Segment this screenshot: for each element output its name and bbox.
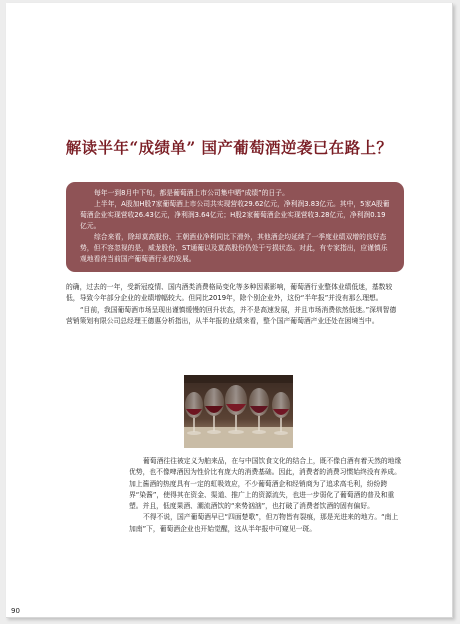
body-paragraph: 葡萄酒往往被定义为舶来品，在与中国饮食文化的结合上，既不像白酒有着天然的地缘优势，也不像啤酒因为性价比有庞大的消费基础。因此，消费者的消费习惯始终没有养成。加上酱酒的热度具有一定的虹吸效应，不少葡萄酒企和经销商为了追求高毛利，纷纷跨界“染酱”，使得其在资金、渠道、推广上的资源流失，也进一步弱化了葡萄酒的普及和重塑。并且，低度果酒、潮流酒饮的“来势汹汹”，也打破了消费者饮酒的固有偏好。 xyxy=(129,457,402,511)
magazine-page xyxy=(6,3,453,618)
lead-paragraph: 上半年，A股加H股7家葡萄酒上市公司共实现营收29.62亿元，净利润3.83亿元。其中，5家A股葡萄酒企业实现营收26.43亿元，净利润3.64亿元；H股2家葡萄酒企业实现营收3.28亿元，净利润0.19亿元。 xyxy=(80,200,390,230)
body-paragraph: 不得不说，国产葡萄酒早已“四面楚歌”，但万物皆有裂痕，那是光进来的地方。“南上加南”下，葡萄酒企业也开始觉醒，这从半年报中可窥见一斑。 xyxy=(129,513,399,533)
article-body-bottom xyxy=(129,456,403,535)
wine-glasses-image xyxy=(184,375,293,448)
body-paragraph: “目前，我国葡萄酒市场呈现出谨慎缓慢的回升状态，并不是高速发展，并且市场消费依然低迷。”深圳智德营销策划有限公司总经理王德惠分析指出，从半年报的业绩来看，整个国产葡萄酒产业还处在困境当中。 xyxy=(66,305,397,325)
lead-paragraph: 每年一到8月中下旬，都是葡萄酒上市公司集中晒“成绩”的日子。 xyxy=(94,189,289,197)
lead-summary-box xyxy=(66,182,404,272)
lead-paragraph: 综合来看，除却莫高股份、王朝酒业净利同比下滑外，其他酒企均延续了一季度业绩双增的良好态势，但不容忽视的是，威龙股份、ST通葡以及莫高股份仍处于亏损状态。对此，有专家指出，应谨慎乐观地看待当前国产葡萄酒行业的发展。 xyxy=(80,233,388,263)
article-body-top xyxy=(66,282,400,327)
page-number: 90 xyxy=(11,607,20,615)
wine-glasses-photo xyxy=(184,375,293,448)
body-paragraph: 的确，过去的一年，受新冠疫情、国内酒类消费格局变化等多种因素影响，葡萄酒行业整体业绩低迷，基数较低，导致今年部分企业的业绩增幅较大。但同比2019年，除个别企业外，这份“半年报”并没有那么理想。 xyxy=(66,283,393,303)
article-title: 解读半年“成绩单” 国产葡萄酒逆袭已在路上？ xyxy=(65,138,393,157)
